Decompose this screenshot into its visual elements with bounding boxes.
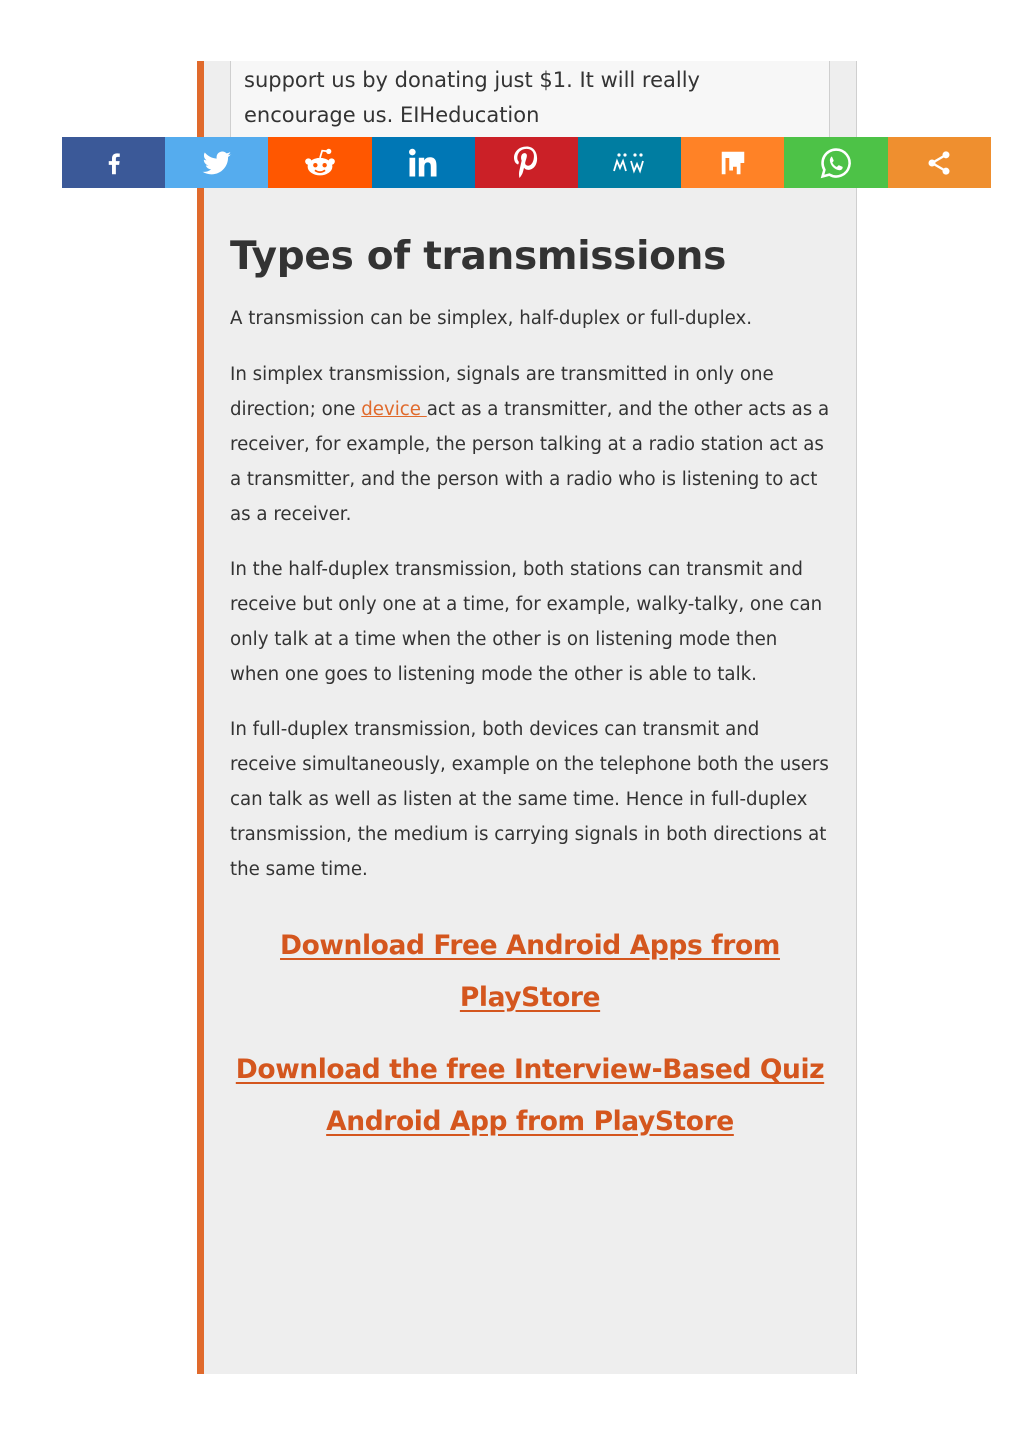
quiz-app-link[interactable]: Download the free Interview-Based Quiz Android App from PlayStore (235, 1054, 825, 1137)
paragraph-full-duplex: In full-duplex transmission, both devices can transmit and receive simultaneously, example on the telephone both the users can talk as well as listen at the same time. Hence in full-duplex transmission, the medium is carrying signals in both directions at the same time. (230, 719, 829, 880)
mewe-icon (610, 150, 650, 176)
mix-share-button[interactable] (681, 137, 784, 188)
whatsapp-share-button[interactable] (784, 137, 887, 188)
more-share-button[interactable] (888, 137, 991, 188)
mewe-share-button[interactable] (578, 137, 681, 188)
cta-quiz-app (230, 1044, 830, 1148)
android-apps-link[interactable]: Download Free Android Apps from PlayStore (280, 930, 780, 1013)
pinterest-share-button[interactable] (475, 137, 578, 188)
facebook-share-button[interactable] (62, 137, 165, 188)
twitter-icon (200, 146, 234, 180)
linkedin-share-button[interactable] (372, 137, 475, 188)
whatsapp-icon (819, 146, 853, 180)
facebook-icon (99, 148, 129, 178)
pinterest-icon (511, 145, 541, 181)
linkedin-icon (405, 145, 441, 181)
donate-line-2: encourage us. EIHeducation (244, 103, 540, 127)
mix-icon (718, 148, 748, 178)
twitter-share-button[interactable] (165, 137, 268, 188)
cta-android-apps (230, 920, 830, 1024)
paragraph-simplex-text-2: act as a transmitter, and the other acts as a receiver, for example, the person talking at a radio station act as a transmitter, and the person with a radio who is listening to act as a receiver. (230, 399, 830, 525)
device-link[interactable]: device (361, 399, 427, 420)
paragraph-simplex-text-1: In simplex transmission, signals are transmitted in only one direction; one (230, 364, 774, 420)
article-content (230, 228, 830, 1148)
share-icon (925, 149, 953, 177)
reddit-share-button[interactable] (268, 137, 371, 188)
paragraph-simplex (230, 357, 830, 532)
paragraph-half-duplex: In the half-duplex transmission, both stations can transmit and receive but only one at a time, for example, walky-talky, one can only talk at a time when the other is on listening mode then when one goes to listening mode the other is able to talk. (230, 559, 823, 685)
social-share-bar (62, 137, 991, 188)
article-title: Types of transmissions (230, 234, 727, 279)
paragraph-intro: A transmission can be simplex, half-duplex or full-duplex. (230, 308, 753, 329)
donate-line-1: support us by donating just $1. It will really (244, 68, 700, 92)
reddit-icon (302, 147, 338, 179)
donate-message (230, 61, 830, 139)
